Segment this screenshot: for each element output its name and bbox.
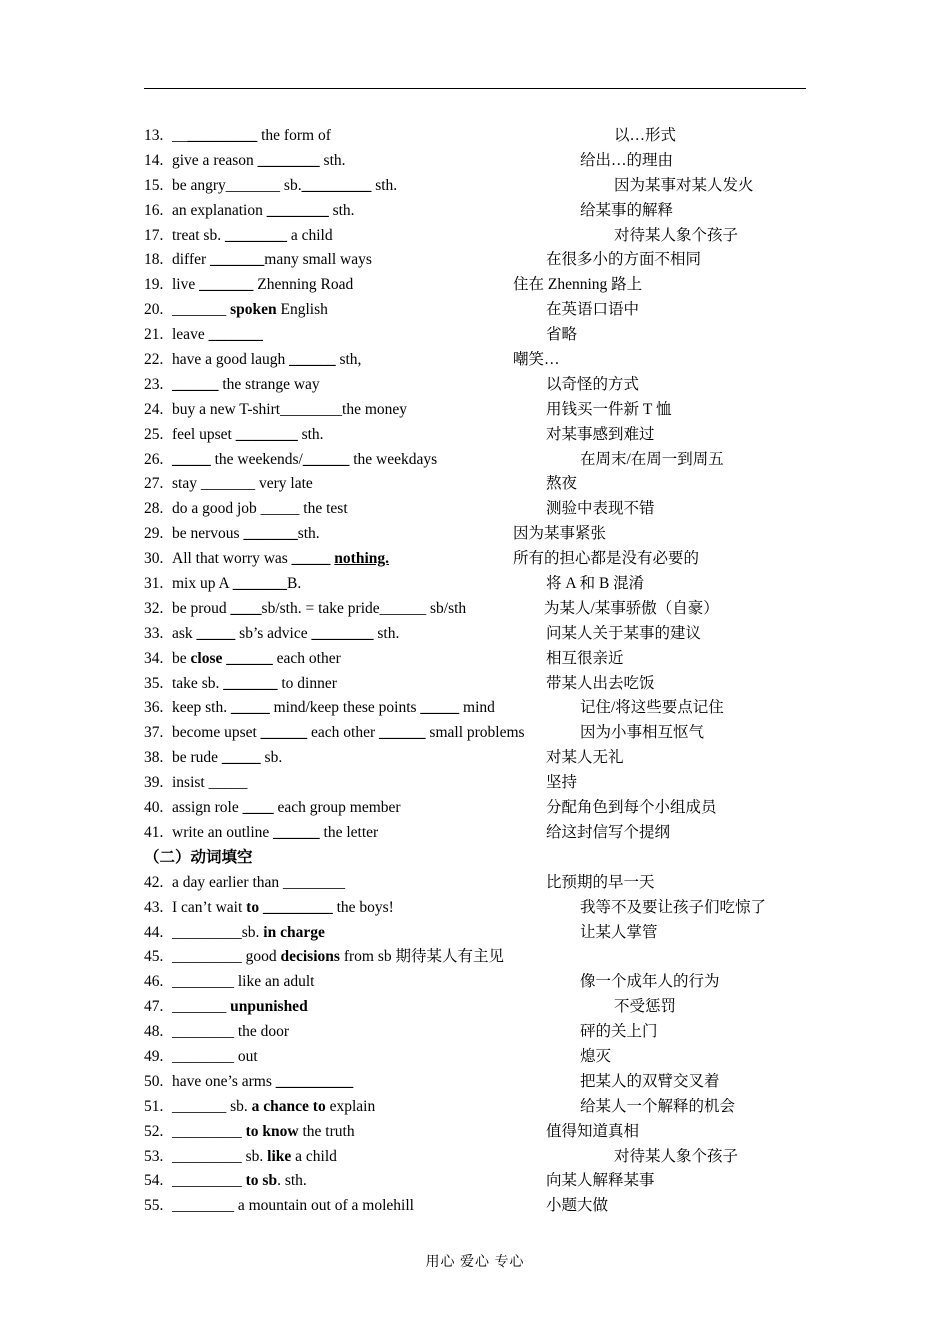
item-chinese: 在很多小的方面不相同: [546, 251, 702, 269]
item-number: 47.: [144, 998, 164, 1016]
item-number: 43.: [144, 898, 164, 916]
item-number: 38.: [144, 749, 164, 767]
list-item: [144, 970, 824, 995]
list-item: [144, 1194, 824, 1219]
item-chinese: 把某人的双臂交叉着: [580, 1072, 720, 1090]
list-item: [144, 547, 824, 572]
item-chinese: 嘲笑…: [513, 351, 560, 369]
item-english: ________ the door: [172, 1023, 290, 1041]
item-number: 31.: [144, 575, 164, 593]
item-english: assign role ____ each group member: [172, 799, 401, 817]
list-item: [144, 298, 824, 323]
item-number: 30.: [144, 550, 164, 568]
list-item: [144, 696, 824, 721]
header-rule: [144, 88, 806, 89]
list-item: [144, 622, 824, 647]
list-item: [144, 1045, 824, 1070]
item-chinese: 对某人无礼: [546, 749, 624, 767]
list-item: [144, 771, 824, 796]
item-chinese: 为某人/某事骄傲（自豪）: [544, 599, 719, 617]
item-number: 39.: [144, 774, 164, 792]
item-english: keep sth. _____ mind/keep these points _____ mind: [172, 699, 495, 717]
item-number: 45.: [144, 948, 164, 966]
item-chinese: 带某人出去吃饭: [546, 674, 655, 692]
item-chinese: 小题大做: [546, 1197, 609, 1215]
item-number: 55.: [144, 1197, 164, 1215]
item-english: take sb. _______ to dinner: [172, 674, 337, 692]
item-number: 14.: [144, 151, 164, 169]
list-item: [144, 1120, 824, 1145]
item-chinese: 向某人解释某事: [546, 1172, 655, 1190]
list-item: [144, 398, 824, 423]
item-english: I can’t wait to _________ the boys!: [172, 898, 394, 916]
item-english: insist _____: [172, 774, 248, 792]
list-item: [144, 796, 824, 821]
item-number: 23.: [144, 375, 164, 393]
item-chinese: 砰的关上门: [580, 1023, 658, 1041]
item-chinese: 在英语口语中: [546, 301, 640, 319]
item-chinese: 坚持: [546, 774, 578, 792]
list-item: [144, 647, 824, 672]
list-item: [144, 995, 824, 1020]
item-english: _______ spoken English: [172, 301, 328, 319]
item-chinese: 不受惩罚: [614, 998, 677, 1016]
item-number: 20.: [144, 301, 164, 319]
item-number: 50.: [144, 1072, 164, 1090]
list-item: [144, 1095, 824, 1120]
list-item: [144, 896, 824, 921]
list-item: [144, 522, 824, 547]
item-english: live _______ Zhenning Road: [172, 276, 354, 294]
list-item: [144, 472, 824, 497]
item-number: 34.: [144, 649, 164, 667]
item-english: _____ the weekends/______ the weekdays: [172, 450, 438, 468]
item-number: 42.: [144, 873, 164, 891]
list-item: [144, 149, 824, 174]
exercise-list: [144, 124, 824, 1219]
item-number: 25.: [144, 425, 164, 443]
list-item: [144, 572, 824, 597]
list-item: [144, 423, 824, 448]
item-chinese: 以…形式: [614, 127, 677, 144]
item-number: 51.: [144, 1097, 164, 1115]
item-chinese: 将 A 和 B 混淆: [546, 575, 645, 593]
item-english: be rude _____ sb.: [172, 749, 283, 767]
item-chinese: 问某人关于某事的建议: [546, 624, 702, 642]
item-english: give a reason ________ sth.: [172, 151, 346, 169]
item-chinese: 给出…的理由: [580, 151, 674, 169]
item-chinese: 像一个成年人的行为: [580, 973, 720, 991]
item-english: _______ sb. a chance to explain: [172, 1097, 376, 1115]
list-item: [144, 348, 824, 373]
list-item: [144, 448, 824, 473]
item-chinese: 所有的担心都是没有必要的: [513, 550, 700, 568]
item-number: 48.: [144, 1023, 164, 1041]
item-number: 27.: [144, 475, 164, 493]
item-chinese: 给某人一个解释的机会: [580, 1097, 736, 1115]
item-english: _________ good decisions from sb 期待某人有主见: [172, 948, 504, 966]
list-item: [144, 597, 824, 622]
item-english: a day earlier than ________: [172, 873, 346, 891]
item-english: ___________ the form of: [172, 127, 331, 144]
list-item: [144, 1169, 824, 1194]
item-chinese: 记住/将这些要点记住: [580, 699, 724, 717]
item-number: 41.: [144, 823, 164, 841]
list-item: [144, 821, 824, 846]
item-number: 18.: [144, 251, 164, 269]
list-item: [144, 124, 824, 149]
item-english: be proud ____sb/sth. = take pride______ sb/sth: [172, 599, 467, 617]
item-chinese: 用钱买一件新 T 恤: [546, 400, 672, 418]
item-chinese: 给这封信写个提纲: [546, 823, 671, 841]
item-chinese: 因为小事相互怄气: [580, 724, 705, 742]
list-item: [144, 174, 824, 199]
item-english: All that worry was _____ nothing.: [172, 550, 390, 568]
item-number: 15.: [144, 176, 164, 194]
item-number: 40.: [144, 799, 164, 817]
item-english: _________sb. in charge: [172, 923, 325, 941]
item-english: be angry_______ sb._________ sth.: [172, 176, 398, 194]
item-english: do a good job _____ the test: [172, 500, 348, 518]
item-english: stay _______ very late: [172, 475, 313, 493]
item-english: have a good laugh ______ sth,: [172, 351, 362, 369]
item-number: 24.: [144, 400, 164, 418]
item-english: _________ to sb. sth.: [172, 1172, 307, 1190]
item-english: have one’s arms __________: [172, 1072, 354, 1090]
item-number: 53.: [144, 1147, 164, 1165]
list-item: [144, 1020, 824, 1045]
item-chinese: 值得知道真相: [546, 1122, 640, 1140]
list-item: [144, 497, 824, 522]
item-chinese: 测验中表现不错: [546, 500, 655, 518]
item-chinese: 对待某人象个孩子: [614, 1147, 739, 1165]
item-number: 13.: [144, 127, 164, 144]
item-number: 29.: [144, 525, 164, 543]
list-item: [144, 1145, 824, 1170]
list-item: [144, 373, 824, 398]
item-number: 54.: [144, 1172, 164, 1190]
list-item: [144, 224, 824, 249]
item-chinese: 给某事的解释: [580, 201, 674, 219]
item-chinese: 让某人掌管: [580, 923, 658, 941]
item-english: _________ sb. like a child: [172, 1147, 337, 1165]
list-item: [144, 746, 824, 771]
item-number: 26.: [144, 450, 164, 468]
item-number: 52.: [144, 1122, 164, 1140]
item-english: mix up A _______B.: [172, 575, 302, 593]
list-item: [144, 871, 824, 896]
item-english: ________ a mountain out of a molehill: [172, 1197, 414, 1215]
item-english: treat sb. ________ a child: [172, 226, 333, 244]
item-english: _________ to know the truth: [172, 1122, 355, 1140]
item-english: feel upset ________ sth.: [172, 425, 324, 443]
item-number: 17.: [144, 226, 164, 244]
page-footer: 用心 爱心 专心: [425, 1255, 525, 1270]
item-chinese: 住在 Zhenning 路上: [513, 276, 643, 294]
item-english: be close ______ each other: [172, 649, 341, 667]
list-item: [144, 273, 824, 298]
list-item: [144, 945, 824, 970]
item-number: 37.: [144, 724, 164, 742]
item-chinese: 因为某事紧张: [513, 525, 607, 543]
item-number: 36.: [144, 699, 164, 717]
item-chinese: 分配角色到每个小组成员: [546, 799, 717, 817]
item-chinese: 熬夜: [546, 475, 578, 493]
item-english: buy a new T-shirt________the money: [172, 400, 408, 418]
list-item: [144, 1070, 824, 1095]
item-number: 35.: [144, 674, 164, 692]
item-number: 49.: [144, 1047, 164, 1065]
item-english: ________ like an adult: [172, 973, 315, 991]
item-english: write an outline ______ the letter: [172, 823, 379, 841]
item-chinese: 我等不及要让孩子们吃惊了: [580, 898, 767, 916]
section-title: （二）动词填空: [144, 848, 253, 866]
item-english: _______ unpunished: [172, 998, 308, 1016]
list-item: [144, 721, 824, 746]
item-chinese: 因为某事对某人发火: [614, 176, 754, 194]
item-number: 32.: [144, 599, 164, 617]
item-english: ________ out: [172, 1047, 258, 1065]
item-english: ask _____ sb’s advice ________ sth.: [172, 624, 400, 642]
item-number: 21.: [144, 326, 164, 344]
item-english: differ _______many small ways: [172, 251, 372, 269]
item-english: an explanation ________ sth.: [172, 201, 355, 219]
list-item: [144, 921, 824, 946]
list-item: [144, 248, 824, 273]
item-chinese: 省略: [546, 326, 578, 344]
item-number: 46.: [144, 973, 164, 991]
item-english: leave _______: [172, 326, 263, 344]
item-number: 22.: [144, 351, 164, 369]
item-english: ______ the strange way: [172, 375, 320, 393]
item-chinese: 对某事感到难过: [546, 425, 655, 443]
item-number: 44.: [144, 923, 164, 941]
item-english: become upset ______ each other ______ small problems: [172, 724, 525, 742]
item-number: 28.: [144, 500, 164, 518]
item-english: be nervous _______sth.: [172, 525, 320, 543]
list-item: [144, 323, 824, 348]
list-item: [144, 672, 824, 697]
item-chinese: 对待某人象个孩子: [614, 226, 739, 244]
item-chinese: 以奇怪的方式: [546, 375, 640, 393]
item-chinese: 比预期的早一天: [546, 873, 655, 891]
item-number: 19.: [144, 276, 164, 294]
item-chinese: 在周末/在周一到周五: [580, 450, 724, 468]
item-number: 16.: [144, 201, 164, 219]
item-chinese: 相互很亲近: [546, 649, 624, 667]
item-chinese: 熄灭: [580, 1047, 612, 1065]
item-number: 33.: [144, 624, 164, 642]
list-item: [144, 199, 824, 224]
